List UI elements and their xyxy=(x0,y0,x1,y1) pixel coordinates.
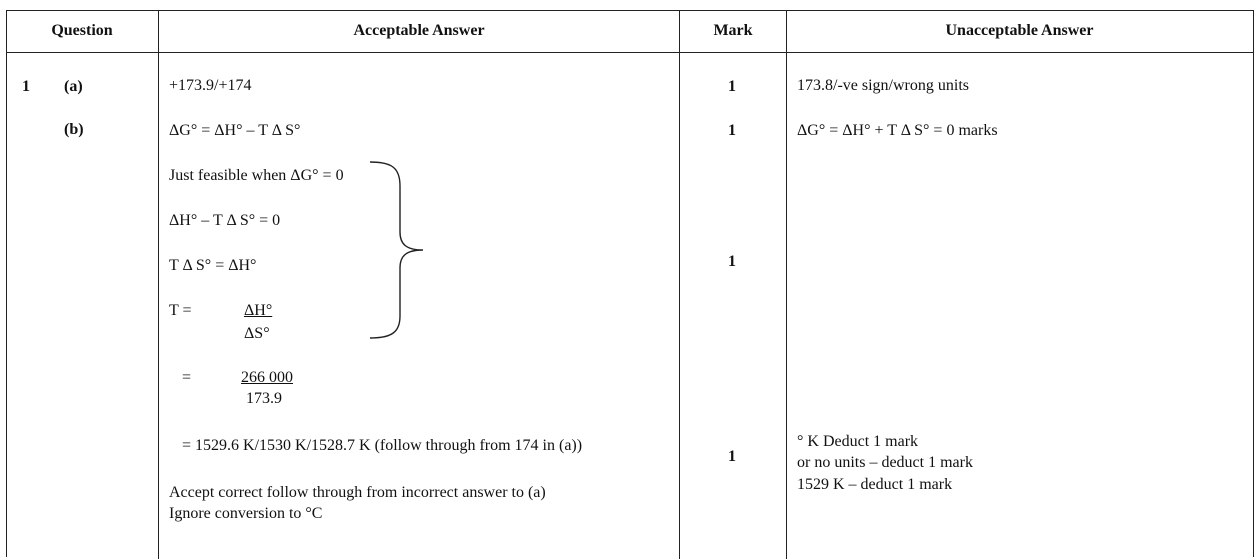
gibbs-equation-unacceptable: ΔG° = ΔH° + T Δ S° = 0 marks xyxy=(797,122,998,139)
part-b-label: (b) xyxy=(64,121,84,138)
header-mark: Mark xyxy=(713,22,753,39)
header-unacceptable-answer: Unacceptable Answer xyxy=(945,22,1094,39)
curly-brace-icon xyxy=(368,160,428,340)
derivation-mark: 1 xyxy=(728,253,736,270)
part-a-mark: 1 xyxy=(728,78,736,95)
final-result: = 1529.6 K/1530 K/1528.7 K (follow through from 174 in (a)) xyxy=(182,437,583,454)
calculation-denominator: 173.9 xyxy=(246,390,282,407)
header-divider xyxy=(6,52,1253,53)
header-acceptable-answer: Acceptable Answer xyxy=(353,22,485,39)
column-divider xyxy=(786,10,787,559)
final-result-unacceptable-2: or no units – deduct 1 mark xyxy=(797,454,973,471)
fraction-numerator: ΔH° xyxy=(244,302,273,319)
follow-through-note: Accept correct follow through from incorrect answer to (a) xyxy=(169,484,546,501)
question-number: 1 xyxy=(22,78,30,95)
column-divider xyxy=(158,10,159,559)
column-divider xyxy=(679,10,680,559)
rearranged-equation-2: T Δ S° = ΔH° xyxy=(169,257,257,274)
equals-sign: = xyxy=(182,369,192,386)
part-a-unacceptable: 173.8/-ve sign/wrong units xyxy=(797,77,969,94)
final-result-unacceptable-1: ° K Deduct 1 mark xyxy=(797,433,919,450)
part-a-answer: +173.9/+174 xyxy=(169,77,252,94)
gibbs-equation: ΔG° = ΔH° – T Δ S° xyxy=(169,122,301,139)
calculation-numerator: 266 000 xyxy=(241,369,293,386)
final-result-mark: 1 xyxy=(728,448,736,465)
gibbs-equation-mark: 1 xyxy=(728,122,736,139)
t-label: T = xyxy=(169,302,192,319)
rearranged-equation: ΔH° – T Δ S° = 0 xyxy=(169,212,281,229)
feasibility-condition: Just feasible when ΔG° = 0 xyxy=(169,167,344,184)
conversion-note: Ignore conversion to °C xyxy=(169,505,323,522)
header-question: Question xyxy=(51,22,113,39)
part-a-label: (a) xyxy=(64,78,83,95)
fraction-denominator: ΔS° xyxy=(244,325,270,342)
final-result-unacceptable-3: 1529 K – deduct 1 mark xyxy=(797,476,953,493)
